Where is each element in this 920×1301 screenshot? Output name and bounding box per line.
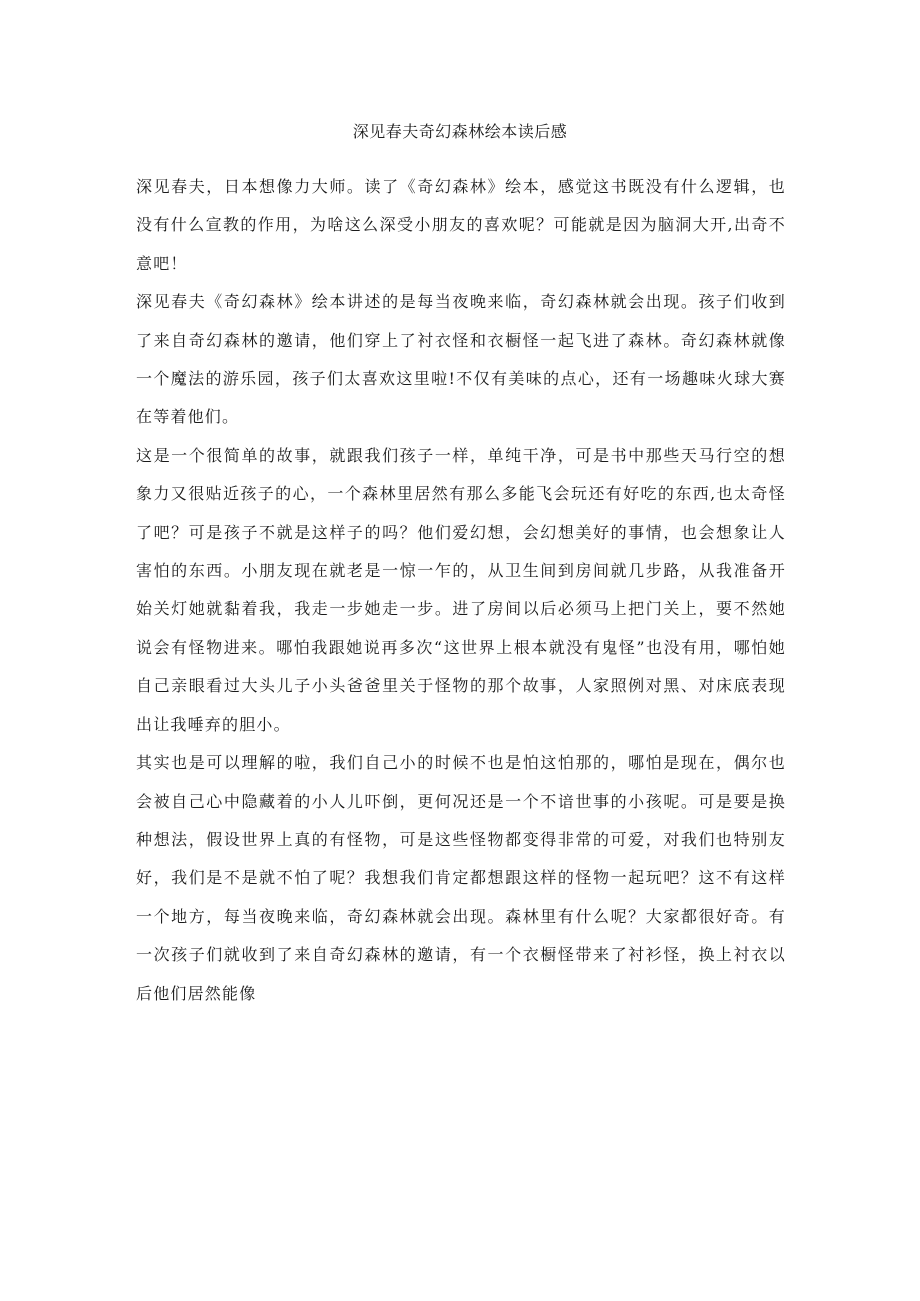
paragraph-4: 其实也是可以理解的啦，我们自己小的时候不也是怕这怕那的，哪怕是现在，偶尔也会被自己心中隐藏着的小人儿吓倒，更何况还是一个不谙世事的小孩呢。可是要是换种想法，假设世界上真的有怪物，可是这些怪物都变得非常的可爱，对我们也特别友好，我们是不是就不怕了呢？我想我们肯定都想跟这样的怪物一起玩吧？这不有这样一个地方，每当夜晚来临，奇幻森林就会出现。森林里有什么呢？大家都很好奇。有一次孩子们就收到了来自奇幻森林的邀请，有一个衣橱怪带来了衬衫怪，换上衬衣以后他们居然能像 xyxy=(136,753,786,1003)
paragraph-1: 深见春夫，日本想像力大师。读了《奇幻森林》绘本，感觉这书既没有什么逻辑，也没有什么宣教的作用，为啥这么深受小朋友的喜欢呢？可能就是因为脑洞大开,出奇不意吧！ xyxy=(136,177,786,273)
document-title: 深见春夫奇幻森林绘本读后感 xyxy=(352,122,568,141)
document-body xyxy=(136,168,786,1013)
paragraph-2: 深见春夫《奇幻森林》绘本讲述的是每当夜晚来临，奇幻森林就会出现。孩子们收到了来自奇幻森林的邀请，他们穿上了衬衣怪和衣橱怪一起飞进了森林。奇幻森林就像一个魔法的游乐园，孩子们太喜欢这里啦!不仅有美味的点心，还有一场趣味火球大赛在等着他们。 xyxy=(136,292,786,427)
paragraph-3: 这是一个很简单的故事，就跟我们孩子一样，单纯干净，可是书中那些天马行空的想象力又很贴近孩子的心，一个森林里居然有那么多能飞会玩还有好吃的东西,也太奇怪了吧？可是孩子不就是这样子的吗？他们爱幻想，会幻想美好的事情，也会想象让人害怕的东西。小朋友现在就老是一惊一乍的，从卫生间到房间就几步路，从我准备开始关灯她就黏着我，我走一步她走一步。进了房间以后必须马上把门关上，要不然她说会有怪物进来。哪怕我跟她说再多次“这世界上根本就没有鬼怪”也没有用，哪怕她自己亲眼看过大头儿子小头爸爸里关于怪物的那个故事，人家照例对黑、对床底表现出让我唾弃的胆小。 xyxy=(136,445,786,734)
